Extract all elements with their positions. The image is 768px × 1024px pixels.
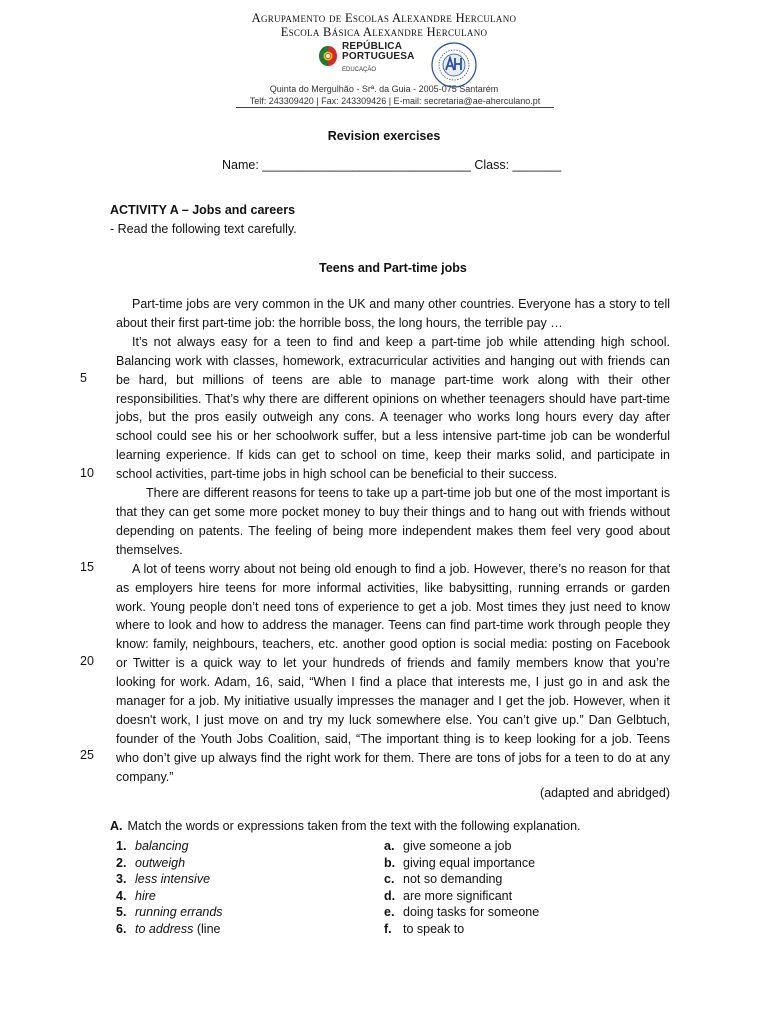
match-words-list	[116, 838, 223, 938]
list-item: f. to speak to	[384, 921, 465, 936]
list-item: 4. hire	[116, 888, 156, 903]
reading-text	[116, 295, 670, 787]
paragraph-4: A lot of teens worry about not being old enough to find a job. However, there’s no reason for that as employers hire teens for more informal activities, like babysitting, running errands or garden work. Young people don’t need tons of experience to get a job. Most times they just need to know where to look and how to address the manager. Teens can find part-time work through people they know: family, neighbours, teachers, etc. another good option is social media: posting on Facebook or Twitter is a quick way to let your hundreds of friends and family members know that you’re looking for work. Adam, 16, said, “When I find a place that interests me, I just go in and ask the manager for a job. My initiative usually impresses the manager and I get the job. However, when it doesn't work, I just move on and try my luck somewhere else. You can’t give up.” Dan Gelbtuch, founder of the Youth Jobs Coalition, said, “The important thing is to keep looking for a job. Teens who don’t give up always find the right work for them. There are tons of jobs for a teen to do at any company.”	[116, 561, 670, 784]
reading-text-title: Teens and Part-time jobs	[319, 261, 467, 275]
list-item: e. doing tasks for someone	[384, 905, 540, 920]
paragraph-2: It’s not always easy for a teen to find and keep a part-time job while attending high school. Balancing work with classes, homework, extracurricular activities and hanging out with friends can be hard, but millions of teens are able to manage part-time work along with their other responsibilities. That’s why there are different opinions on whether teenagers should have part-time jobs, but the pros easily outweigh any cons. A teenager who works long hours every day after school could see his or her schoolwork suffer, but a less intensive part-time job can be wonderful learning experience. If kids can get to school on time, keep their marks solid, and participate in school activities, part-time jobs in high school can be beneficial to their success.	[116, 334, 670, 482]
line-number: 10	[80, 466, 94, 480]
line-number: 15	[80, 560, 94, 574]
source-note: (adapted and abridged)	[540, 786, 670, 800]
paragraph-1: Part-time jobs are very common in the UK and many other countries. Everyone has a story to tell about their first part-time job: the horrible boss, the long hours, the terrible pay …	[116, 297, 670, 330]
school-address: Quinta do Mergulhão - Srª. da Guia - 2005-075 Santarém	[269, 84, 499, 94]
school-name: Escola Básica Alexandre Herculano	[280, 25, 488, 39]
page-title: Revision exercises	[327, 129, 441, 143]
list-item: 5. running errands	[116, 905, 223, 920]
activity-heading: ACTIVITY A – Jobs and careers	[110, 203, 296, 217]
list-item: b. giving equal importance	[384, 855, 536, 870]
line-number: 25	[80, 748, 94, 762]
exercise-a-instruction	[110, 819, 581, 833]
logo-text-portuguesa: PORTUGUESA	[342, 51, 415, 62]
list-item: 1. balancing	[116, 839, 189, 853]
match-definitions-list	[384, 838, 539, 938]
exercise-instruction-text: Match the words or expressions taken from the text with the following explanation.	[127, 819, 581, 833]
school-contact: Telf: 243309420 | Fax: 243309426 | E-mail: secretaria@ae-aherculano.pt	[236, 96, 554, 108]
paragraph-3: There are different reasons for teens to take up a part-time job but one of the most important is that they can get some more pocket money to buy their things and to hang out with friends without depending on patents. The feeling of being more independent makes them feel very good about themselves.	[116, 486, 670, 557]
name-class-line: Name: ______________________________ Class: _______	[222, 158, 562, 172]
logo-text-educacao: EDUCAÇÃO	[342, 67, 377, 73]
line-number: 5	[80, 371, 87, 385]
republica-portuguesa-logo	[318, 42, 413, 78]
list-item: 6. to address (line	[116, 921, 221, 936]
portuguese-flag-icon	[318, 44, 338, 68]
school-group-name: Agrupamento de Escolas Alexandre Herculano	[251, 11, 517, 25]
list-item: a. give someone a job	[384, 839, 512, 853]
school-seal-icon	[430, 41, 478, 89]
list-item: d. are more significant	[384, 888, 513, 903]
list-item: 3. less intensive	[116, 872, 211, 887]
list-item: 2. outweigh	[116, 855, 186, 870]
exercise-letter: A.	[110, 819, 123, 833]
logo-text-republica: REPÚBLICA	[342, 41, 403, 52]
activity-instruction: - Read the following text carefully.	[110, 222, 297, 236]
list-item: c. not so demanding	[384, 872, 503, 887]
line-number: 20	[80, 654, 94, 668]
